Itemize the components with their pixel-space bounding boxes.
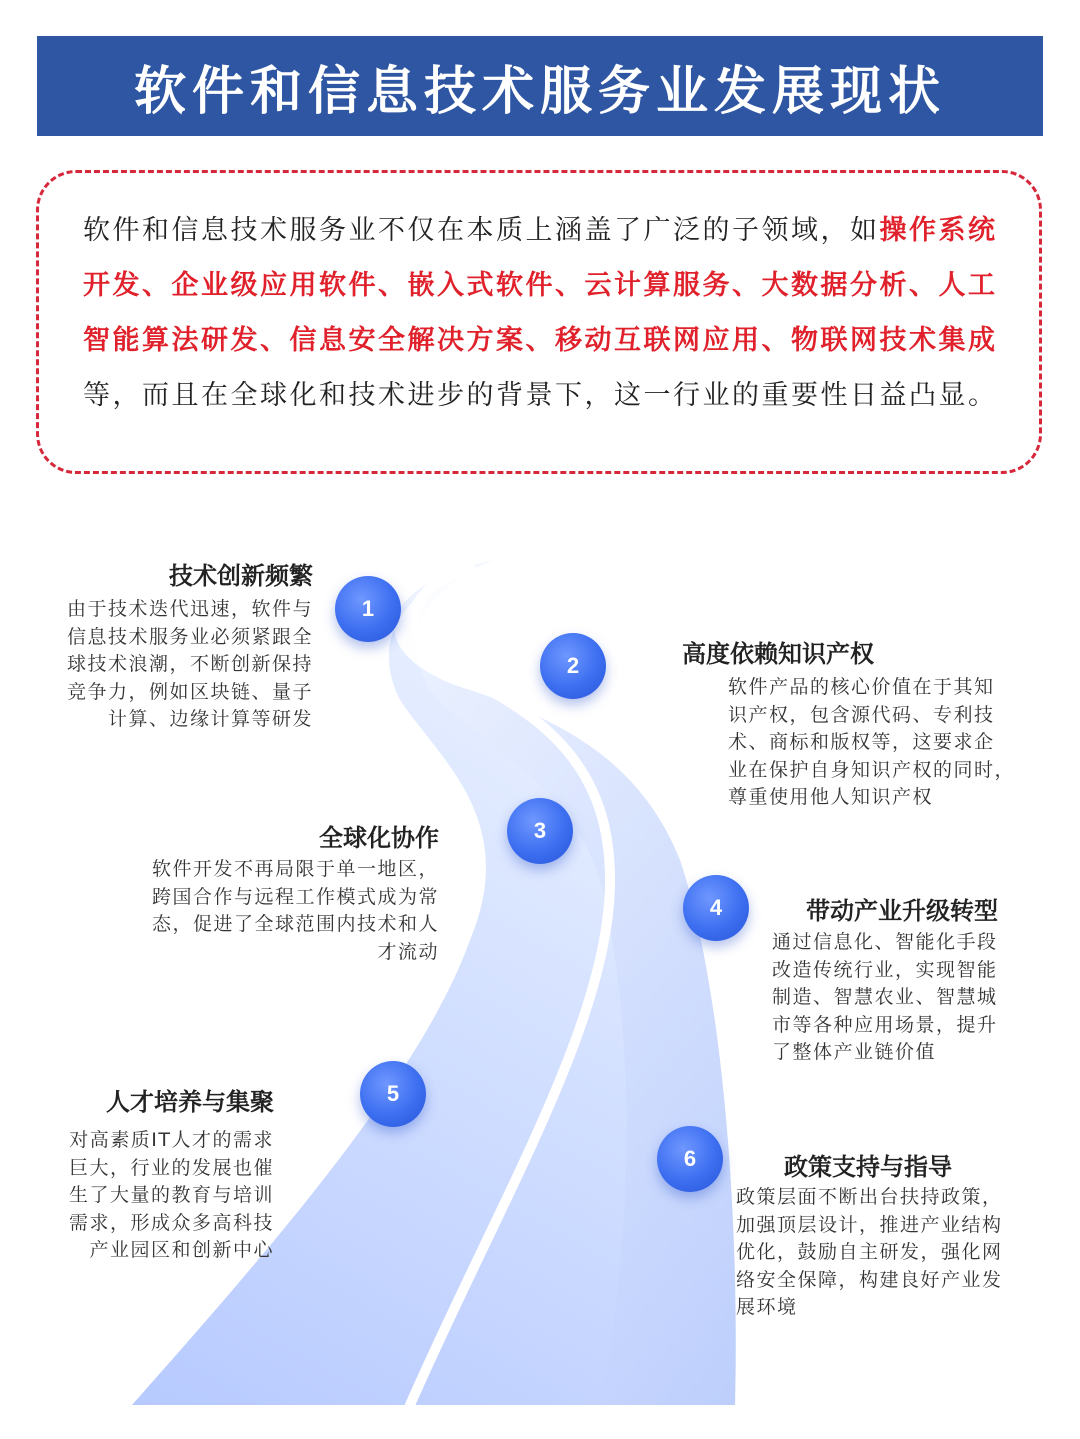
item-text-4: 通过信息化、智能化手段 改造传统行业，实现智能 制造、智慧农业、智慧城 市等各种应用场景，提升 了整体产业链价值 (772, 931, 998, 1063)
intro-text-start: 软件和信息技术服务业不仅在本质上涵盖了广泛的子领域，如 (83, 215, 880, 246)
item-text-1: 由于技术迭代迅速，软件与 信息技术服务业必须紧跟全 球技术浪潮，不断创新保持 竞争力，例如区块链、量子 计算、边缘计算等研发 (66, 598, 313, 730)
item-title-6: 政策支持与指导 (784, 1153, 952, 1181)
page-title: 软件和信息技术服务业发展现状 (133, 61, 946, 122)
step-node-4: 4 (683, 875, 749, 941)
step-node-5: 5 (360, 1061, 426, 1127)
intro-text-end: 等，而且在全球化和技术进步的背景下，这一行业的重要性日益凸显。 (83, 380, 998, 411)
step-node-2: 2 (540, 633, 606, 699)
item-text-6: 政策层面不断出台扶持政策， 加强顶层设计，推进产业结构 优化，鼓励自主研发，强化网 络安全保障，构建良好产业发 展环境 (736, 1186, 1003, 1318)
item-text-5: 对高素质IT人才的需求 巨大，行业的发展也催 生了大量的教育与培训 需求，形成众多高科技 产业园区和创新中心 (68, 1129, 274, 1261)
step-node-6: 6 (657, 1126, 723, 1192)
intro-highlight: 操作系统开发、企业级应用软件、嵌入式软件、云计算服务、大数据分析、人工智能算法研发、信息安全解决方案、移动互联网应用、物联网技术集成 (83, 215, 998, 356)
item-title-4: 带动产业升级转型 (806, 897, 998, 925)
item-text-2: 软件产品的核心价值在于其知 识产权，包含源代码、专利技 术、商标和版权等，这要求企 业在保护自身知识产权的同时， 尊重使用他人知识产权 (728, 676, 1016, 808)
step-node-1: 1 (335, 576, 401, 642)
item-title-3: 全球化协作 (319, 824, 439, 852)
step-node-3: 3 (507, 798, 573, 864)
item-title-2: 高度依赖知识产权 (682, 640, 874, 668)
item-title-1: 技术创新频繁 (169, 562, 313, 590)
item-text-3: 软件开发不再局限于单一地区， 跨国合作与远程工作模式成为常 态，促进了全球范围内技术和人 才流动 (151, 858, 439, 963)
item-title-5: 人才培养与集聚 (106, 1088, 274, 1116)
